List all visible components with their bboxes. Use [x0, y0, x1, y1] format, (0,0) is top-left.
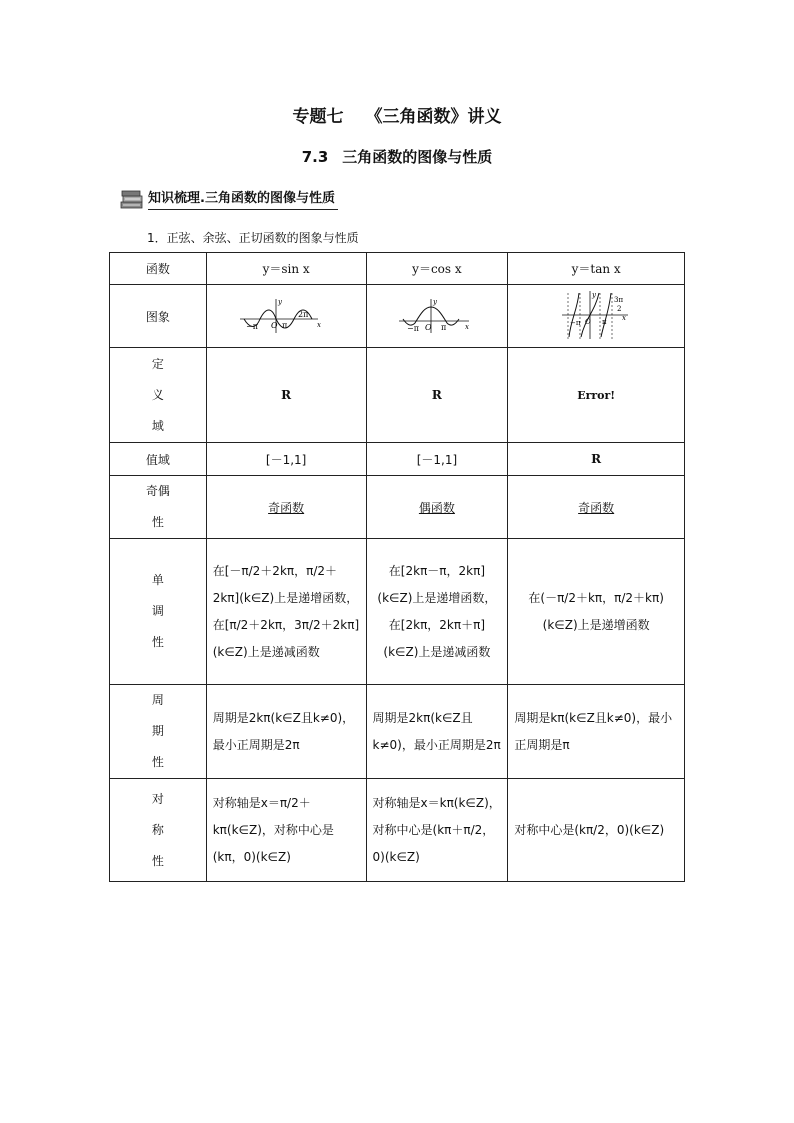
svg-text:π: π: [282, 320, 288, 330]
svg-text:x: x: [464, 322, 469, 331]
svg-text:O: O: [271, 320, 278, 330]
header-cos: y＝cos x: [366, 253, 508, 285]
svg-text:x: x: [622, 313, 627, 322]
svg-text:−π: −π: [570, 318, 581, 327]
svg-text:O: O: [424, 322, 432, 332]
svg-text:−π: −π: [246, 321, 259, 331]
svg-text:−π: −π: [406, 323, 419, 333]
section-label: 知识梳理.三角函数的图像与性质: [148, 187, 338, 210]
svg-text:x: x: [317, 320, 322, 329]
cos-monotonic: 在[2kπ－π，2kπ](k∈Z)上是递增函数，在[2kπ，2kπ＋π](k∈Z)上是递减函数: [366, 539, 508, 685]
sin-period: 周期是2kπ(k∈Z且k≠0)，最小正周期是2π: [206, 685, 366, 779]
header-row: [110, 253, 685, 285]
sin-domain: R: [206, 348, 366, 443]
intro-text: 1．正弦、余弦、正切函数的图象与性质: [147, 231, 359, 245]
sin-range: [－1,1]: [206, 443, 366, 476]
cos-graph: [397, 295, 477, 335]
svg-text:2: 2: [617, 304, 622, 313]
svg-text:2π: 2π: [298, 309, 309, 319]
header-sin: y＝sin x: [206, 253, 366, 285]
domain-row: [110, 348, 685, 443]
tan-monotonic: 在(－π/2＋kπ，π/2＋kπ)(k∈Z)上是递增函数: [508, 539, 685, 685]
graph-row: [110, 285, 685, 348]
section-heading: [120, 187, 338, 210]
sin-graph-cell: [206, 285, 366, 348]
document-title: [0, 102, 794, 127]
svg-text:y: y: [278, 297, 283, 306]
graph-label: 图象: [110, 285, 207, 348]
tan-parity: 奇函数: [508, 476, 685, 539]
symmetry-row: [110, 779, 685, 882]
tan-domain: Error!: [508, 348, 685, 443]
header-function: 函数: [110, 253, 207, 285]
svg-text:O: O: [585, 317, 591, 326]
title-part2: 《三角函数》讲义: [365, 107, 502, 127]
svg-text:π: π: [440, 322, 447, 332]
tan-range: R: [508, 443, 685, 476]
subtitle-text: 三角函数的图像与性质: [342, 148, 493, 166]
monotonic-label: 单 调 性: [110, 539, 207, 685]
title-part1: 专题七: [292, 107, 344, 127]
sin-symmetry: 对称轴是x＝π/2＋kπ(k∈Z)，对称中心是(kπ，0)(k∈Z): [206, 779, 366, 882]
range-label: 值域: [110, 443, 207, 476]
subtitle-number: 7.3: [301, 148, 329, 166]
cos-parity: 偶函数: [366, 476, 508, 539]
tan-period: 周期是kπ(k∈Z且k≠0)，最小正周期是π: [508, 685, 685, 779]
parity-row: [110, 476, 685, 539]
svg-text:π: π: [602, 317, 607, 326]
period-label: 周 期 性: [110, 685, 207, 779]
svg-text:3π: 3π: [614, 295, 624, 304]
parity-label: 奇偶 性: [110, 476, 207, 539]
tan-graph-cell: [508, 285, 685, 348]
cos-symmetry: 对称轴是x＝kπ(k∈Z)，对称中心是(kπ＋π/2，0)(k∈Z): [366, 779, 508, 882]
sin-parity: 奇函数: [206, 476, 366, 539]
svg-text:y: y: [432, 297, 437, 306]
monotonic-row: [110, 539, 685, 685]
trig-properties-table: [109, 252, 685, 882]
books-icon: [120, 190, 144, 210]
cos-range: [－1,1]: [366, 443, 508, 476]
sin-monotonic: 在[－π/2＋2kπ，π/2＋2kπ](k∈Z)上是递增函数，在[π/2＋2kπ，3π/2＋2kπ](k∈Z)上是递减函数: [206, 539, 366, 685]
tan-graph: [560, 289, 632, 341]
sin-graph: [238, 295, 334, 335]
range-row: [110, 443, 685, 476]
period-row: [110, 685, 685, 779]
cos-period: 周期是2kπ(k∈Z且k≠0)，最小正周期是2π: [366, 685, 508, 779]
header-tan: y＝tan x: [508, 253, 685, 285]
cos-graph-cell: [366, 285, 508, 348]
symmetry-label: 对 称 性: [110, 779, 207, 882]
tan-symmetry: 对称中心是(kπ/2，0)(k∈Z): [508, 779, 685, 882]
domain-label: 定 义 域: [110, 348, 207, 443]
document-subtitle: [0, 146, 794, 167]
cos-domain: R: [366, 348, 508, 443]
svg-text:y: y: [592, 290, 597, 299]
